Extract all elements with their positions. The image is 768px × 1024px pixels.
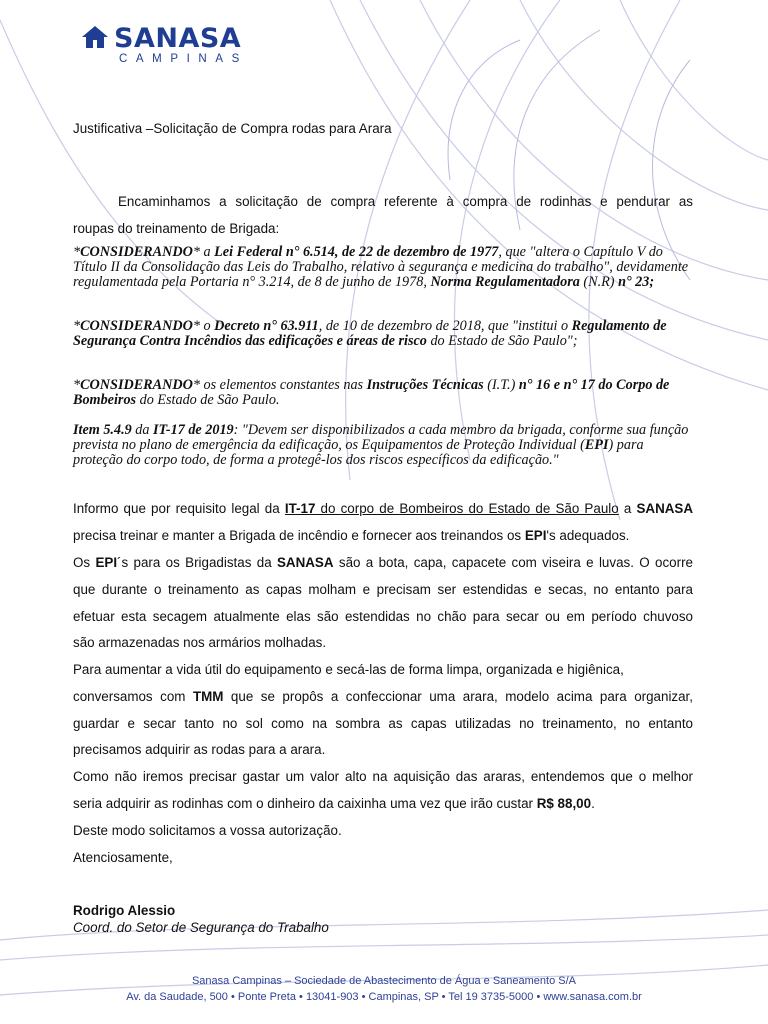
logo-wordmark: SANASA (114, 23, 242, 54)
closing-request: Deste modo solicitamos a vossa autorização. (73, 823, 342, 838)
signer-role: Coord. do Setor de Segurança do Trabalho (73, 920, 329, 935)
intro-line-2: roupas do treinamento de Brigada: (73, 221, 280, 236)
intro-line-1: Encaminhamos a solicitação de compra referente à compra de rodinhas e pendurar as (118, 194, 693, 209)
vida-line-3: guardar e secar tanto no sol como na sombra as capas utilizadas no treinamento, no entanto (73, 716, 693, 731)
epis-line-4: são armazenadas nos armários molhadas. (73, 635, 327, 650)
footer-address: Av. da Saudade, 500 • Ponte Preta • 13041-903 • Campinas, SP • Tel 19 3735-5000 • www.sanasa.com.br (126, 991, 642, 1003)
epis-line-2: que durante o treinamento as capas molham e precisam ser estendidas e secas, no entanto para (73, 582, 693, 597)
vida-line-2: conversamos com TMM que se propôs a confeccionar uma arara, modelo acima para organizar, (73, 689, 694, 704)
item-5-4-9-quote: Item 5.4.9 da IT-17 de 2019: "Devem ser disponibilizados a cada membro da brigada, conforme sua função prevista no plano de emergência da edificação, os Equipamentos de Proteção Individual (EPI) para proteção do corpo todo, de forma a protegê-los dos riscos específicos da edificação." (73, 422, 689, 468)
epis-line-1: Os EPI´s para os Brigadistas da SANASA são a bota, capa, capacete com viseira e luvas. O ocorre (73, 555, 693, 570)
inform-line-2: precisa treinar e manter a Brigada de incêndio e fornecer aos treinandos os EPI's adequados. (73, 528, 630, 543)
house-icon (80, 24, 110, 50)
sanasa-logo (80, 23, 248, 66)
inform-line-1: Informo que por requisito legal da IT-17 do corpo de Bombeiros do Estado de São Paulo a SANASA (73, 501, 694, 516)
considerando-3: *CONSIDERANDO* os elementos constantes nas Instruções Técnicas (I.T.) n° 16 e n° 17 do Corpo de Bombeiros do Estado de São Paulo. (73, 377, 670, 408)
considerando-2: *CONSIDERANDO* o Decreto n° 63.911, de 10 de dezembro de 2018, que "institui o Regulamento de Segurança Contra Incêndios das edificações e áreas de risco do Estado de São Paulo"; (73, 318, 667, 349)
logo-subtitle: CAMPINAS (119, 53, 248, 65)
vida-line-1: Para aumentar a vida útil do equipamento e secá-las de forma limpa, organizada e higiênica, (73, 662, 624, 677)
valor-line-1: Como não iremos precisar gastar um valor alto na aquisição das araras, entendemos que o melhor (73, 769, 693, 784)
closing-salutation: Atenciosamente, (73, 850, 173, 865)
footer-company: Sanasa Campinas – Sociedade de Abastecimento de Água e Saneamento S/A (191, 975, 577, 987)
considerando-1: *CONSIDERANDO* a Lei Federal n° 6.514, de 22 de dezembro de 1977, que "altera o Capítulo V do Título II da Consolidação das Leis do Trabalho, relativo à segurança e medicina do trabalho", devidamente regulamentada pela Portaria n° 3.214, de 8 de junho de 1978, Norma Regulamentadora (N.R) n° 23; (73, 244, 689, 290)
epis-line-3: efetuar esta secagem atualmente elas são estendidas no chão para secar ou em período chuvoso (73, 609, 693, 624)
vida-line-4: precisamos adquirir as rodas para a arara. (73, 742, 326, 757)
signer-name: Rodrigo Alessio (73, 903, 176, 918)
valor-line-2: seria adquirir as rodinhas com o dinheiro da caixinha uma vez que irão custar R$ 88,00. (73, 796, 595, 811)
document-title: Justificativa –Solicitação de Compra rodas para Arara (73, 121, 392, 136)
